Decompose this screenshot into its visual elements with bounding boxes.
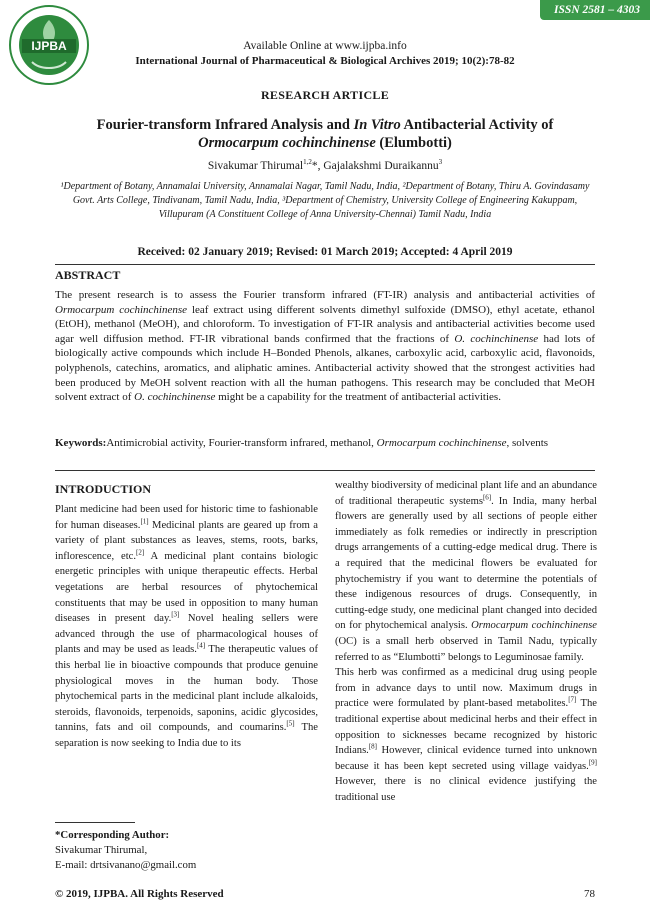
keywords xyxy=(55,436,595,451)
abstract-heading: ABSTRACT xyxy=(55,268,121,282)
species-name: Ormocarpum cochinchinense xyxy=(55,303,188,316)
author-affil-mark: 3 xyxy=(438,158,443,167)
divider xyxy=(55,264,595,265)
corresponding-author xyxy=(55,828,196,873)
species-name: O. cochinchinense xyxy=(134,391,216,404)
title-italic: In Vitro xyxy=(353,117,401,133)
body-text: Novel healing sellers were advanced through the use of pharmacological houses of plants and may be used as leads. xyxy=(55,613,318,656)
corresponding-label: *Corresponding Author: xyxy=(55,829,170,841)
issn-badge: ISSN 2581 – 4303 xyxy=(540,0,650,20)
citation: [2] xyxy=(136,548,145,557)
author-affil-mark: 1,2 xyxy=(303,158,312,167)
author-list xyxy=(0,160,650,172)
body-column-right xyxy=(335,478,597,805)
keywords-label: Keywords: xyxy=(55,437,107,449)
body-text: Medicinal plants are geared up from a variety of plant substances as leaves, stems, roots, barks, inflorescence, etc. xyxy=(55,519,318,562)
species-name: Ormocarpum cochinchinense xyxy=(471,620,597,632)
body-text: wealthy biodiversity of medicinal plant life and an abundance of traditional therapeutic systems xyxy=(335,480,597,507)
article-title xyxy=(0,116,650,152)
citation: [5] xyxy=(286,719,295,728)
availability-line: Available Online at www.ijpba.info xyxy=(243,40,407,52)
article-type: RESEARCH ARTICLE xyxy=(260,88,390,102)
keywords-species: Ormocarpum cochinchinense xyxy=(376,437,507,449)
body-text: The traditional expertise about medicinal herbs and their effect in opposition to sicknesses became recognized by historic Indians. xyxy=(335,698,597,757)
body-text: A medicinal plant contains biologic energetic principles with unique therapeutic effects. Herbal vegetations are herbal resources of phytochemical constituents that may be used in opposition to many human diseases in present day. xyxy=(55,550,319,625)
body-text: However, there is no clinical evidence justifying the traditional use xyxy=(335,776,597,803)
citation: [6] xyxy=(482,493,492,502)
keywords-text: , solvents xyxy=(506,437,549,449)
body-text: . In India, many herbal flowers are generally used by all sections of people either immediately as folk remedies or indirectly in prescription drugs arrangements of a cutting-edge medical drug. There is a required that the medicinal flowers be evaluated for phytochemistry if you want to determine the potentials of these indigenous resources of drugs. Consequently, in cutting-edge study, one medicinal plant changed into decided on for phytochemical analysis. xyxy=(335,495,597,632)
body-text: (OC) is a small herb observed in Tamil Nadu, typically referred to as “Elumbotti” belongs to Leguminosae family. xyxy=(335,635,597,663)
body-column-left xyxy=(55,502,318,752)
title-text: Antibacterial Activity of xyxy=(400,117,554,133)
body-text: Plant medicine had been used for historic time to fashionable for human diseases. xyxy=(55,504,318,531)
author-name: *, Gajalakshmi Duraikannu xyxy=(311,160,439,172)
logo-text: IJPBA xyxy=(31,39,67,53)
introduction-heading: INTRODUCTION xyxy=(55,482,152,496)
species-name: O. cochinchinense xyxy=(454,332,539,345)
abstract-text: might be a capability for the treatment of antibacterial activities. xyxy=(215,391,501,404)
abstract-text: leaf extract using different solvents dimethyl sulfoxide (DMSO), ethyl acetate, ethanol (EtOH), methanol (MeOH), and chloroform. To investigation of FT-IR analysis and antibacterial activities become used agar well diffusion method. FT-IR vibrational bands confirmed that the fractions of xyxy=(55,303,595,345)
divider xyxy=(55,470,595,471)
citation: [9] xyxy=(588,758,597,767)
corresponding-email: E-mail: drtsivanano@gmail.com xyxy=(55,859,197,871)
author-name: Sivakumar Thirumal xyxy=(207,160,304,172)
journal-citation: International Journal of Pharmaceutical & Biological Archives 2019; 10(2):78-82 xyxy=(135,55,515,67)
footnote-rule xyxy=(55,822,135,823)
title-text: (Elumbotti) xyxy=(375,135,452,151)
citation: [4] xyxy=(196,641,206,650)
title-text: Fourier-transform Infrared Analysis and xyxy=(96,117,354,133)
citation: [7] xyxy=(568,695,577,704)
citation: [1] xyxy=(140,517,149,526)
abstract-body xyxy=(55,288,595,405)
affiliations: ¹Department of Botany, Annamalai University, Annamalai Nagar, Tamil Nadu, India, ²Department of Botany, Thiru A. Govindasamy Govt. Arts College, Tindivanam, Tamil Nadu, India, ³Department of Chemistry, University College of Engineering Kakuppam, Villupuram (A Constituent College of Anna University-Chennai) Tamil Nadu, India xyxy=(60,181,590,220)
citation: [8] xyxy=(368,742,378,751)
body-text: The separation is now seeking to India due to its xyxy=(55,722,318,749)
copyright: © 2019, IJPBA. All Rights Reserved xyxy=(55,888,224,900)
body-text: This herb was confirmed as a medicinal drug using people from in advance days to until now. Maximum drugs in practice were formulated by plant-based metabolites. xyxy=(335,667,597,710)
body-text: The therapeutic values of this herbal lie in bioactive compounds that produce genuine physiological moves in the human body. Those phytochemical parts in the medicinal plant include alkaloids, steroids, flavonoids, terpenoids, saponins, acidic glycosides, tannins, fats and oil compounds, and coumarins. xyxy=(55,644,319,734)
page-number: 78 xyxy=(584,888,595,900)
article-dates: Received: 02 January 2019; Revised: 01 March 2019; Accepted: 4 April 2019 xyxy=(137,246,513,258)
body-text: However, clinical evidence turned into unknown because it has been kept secreted using village vaidyas. xyxy=(335,745,597,772)
corresponding-name: Sivakumar Thirumal, xyxy=(55,844,148,856)
abstract-text: had lots of biologically active compounds which include H–Bonded Phenols, alkanes, carboxylic acid, carboxylic acid, flavonoids, polyphenols, catechins, aromatics, and aliphatic amines. Antibacterial activity showed that the strongest activities had been produced by MeOH solvent reaction with all the human pathogens. This research may be concluded that MeOH solvent extract of xyxy=(55,332,595,404)
citation: [3] xyxy=(171,610,180,619)
title-species: Ormocarpum cochinchinense xyxy=(198,135,376,151)
abstract-text: The present research is to assess the Fourier transform infrared (FT-IR) analysis and antibacterial activities of xyxy=(55,289,595,301)
keywords-text: Antimicrobial activity, Fourier-transform infrared, methanol, xyxy=(106,437,377,449)
